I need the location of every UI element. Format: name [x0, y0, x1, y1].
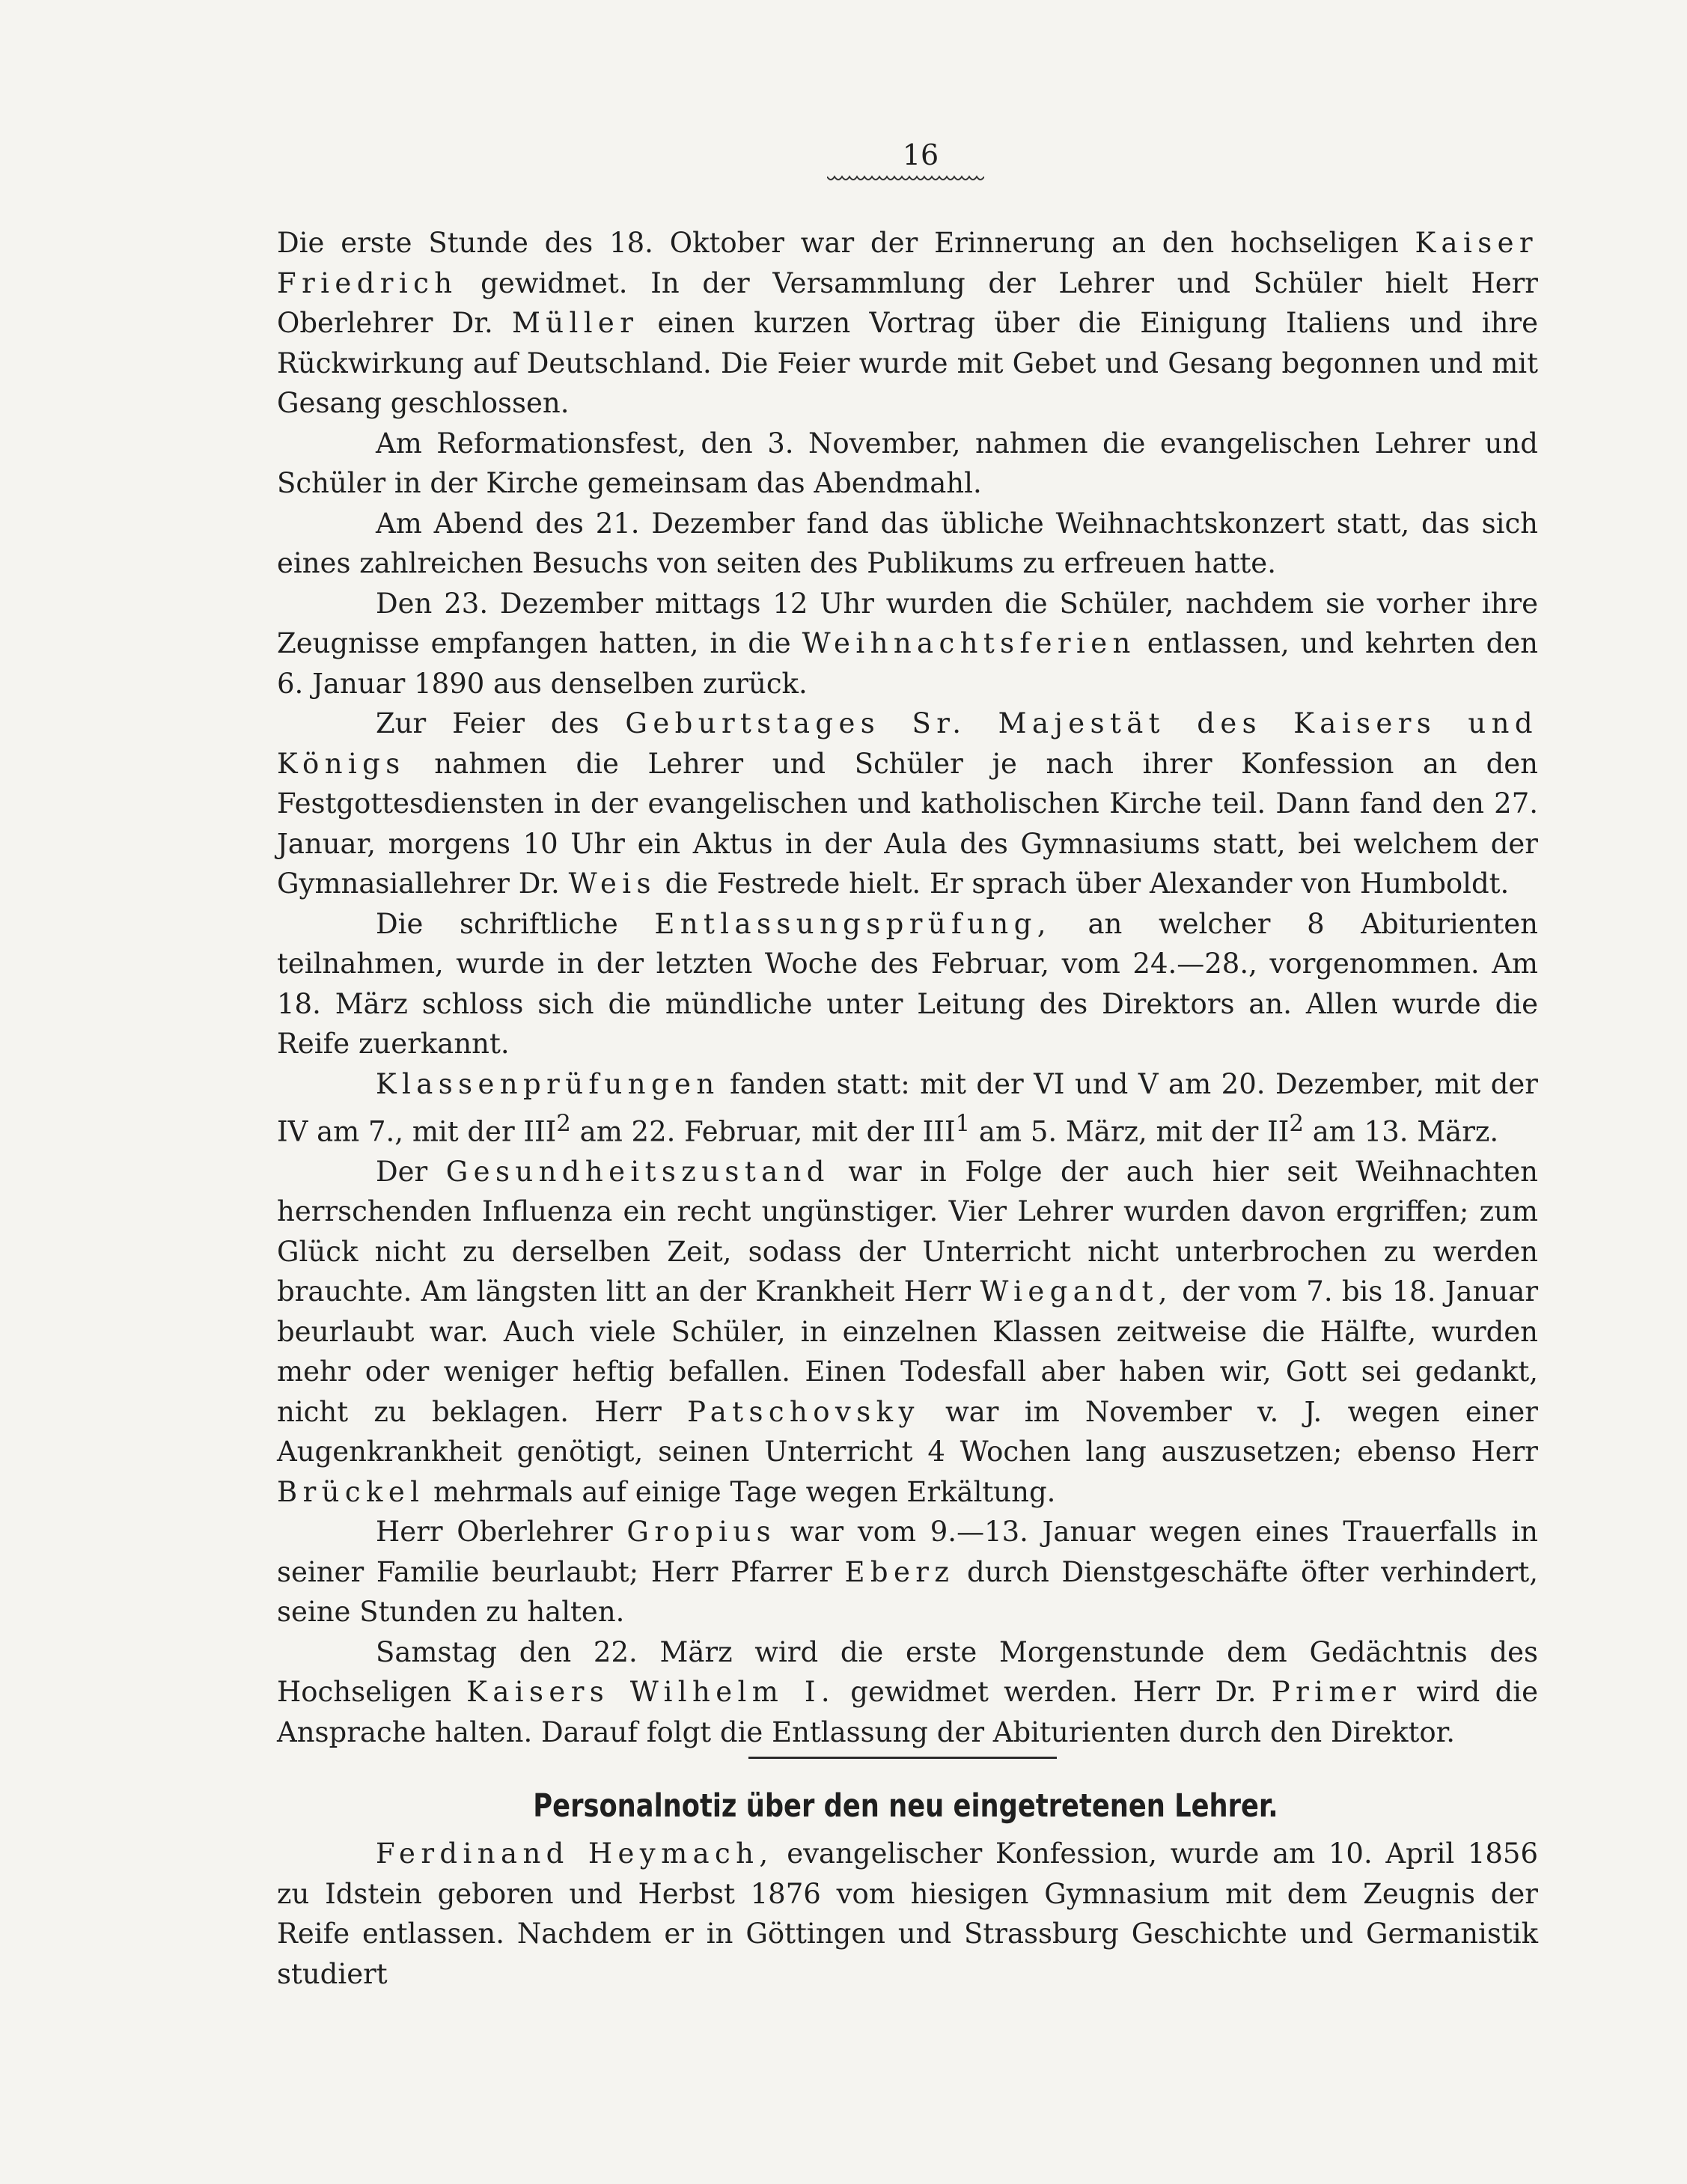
- page-number-ornament: [827, 174, 984, 184]
- paragraph-entlassungspruefung: Die schriftliche Entlassungsprüfung, an welcher 8 Abiturienten teilnahmen, wurde in der letzten Woche des Februar, vom 24.—28., vorgenommen. Am 18. März schloss sich die mündliche unter Leitung des Direktors an. Allen wurde die Reife zuerkannt.: [277, 907, 1539, 1060]
- paragraph-geburtstag-kaiser: Zur Feier des Geburtstages Sr. Majestät des Kaisers und Königs nahmen die Lehrer und Schüler je nach ihrer Konfession an den Festgottesdiensten in der evangelischen und katholischen Kirche teil. Dann fand den 27. Januar, morgens 10 Uhr ein Aktus in der Aula des Gymnasiums statt, bei welchem der Gymnasiallehrer Dr. Weis die Festrede hielt. Er sprach über Alexander von Humboldt.: [277, 707, 1538, 900]
- section-heading: Personalnotiz über den neu eingetretenen Lehrer.: [533, 1787, 1278, 1825]
- paragraph-klassenpruefungen: Klassenprüfungen fanden statt: mit der VI und V am 20. Dezember, mit der IV am 7., mit der III$^2$ am 22. Februar, mit der III$^1$ am 5. März, mit der $II^2$ am 13. März.: [277, 1067, 1538, 1148]
- paragraph-gropius: Herr Oberlehrer Gropius war vom 9.—13. Januar wegen eines Trauerfalls in seiner Familie beurlaubt; Herr Pfarrer Eberz durch Dienstgeschäfte öfter verhindert, seine Stunden zu halten.: [277, 1516, 1538, 1629]
- page-number: 16: [902, 138, 939, 171]
- paragraph-kaiser-wilhelm: Samstag den 22. März wird die erste Morgenstunde dem Gedächtnis des Hochseligen Kaisers Wilhelm I. gewidmet werden. Herr Dr. Primer wird die Ansprache halten. Darauf folgt die Entlassung der Abiturienten durch den Direktor.: [277, 1635, 1538, 1748]
- paragraph-kaiser-friedrich: Die erste Stunde des 18. Oktober war der Erinnerung an den hochseligen Kaiser Friedrich gewidmet. In der Versammlung der Lehrer und Schüler hielt Herr Oberlehrer Dr. Müller einen kurzen Vortrag über die Einigung Italiens und ihre Rückwirkung auf Deutschland. Die Feier wurde mit Gebet und Gesang begonnen und mit Gesang geschlossen.: [277, 227, 1538, 419]
- personalnotiz-text: [277, 1834, 1538, 1994]
- section-divider: [748, 1757, 1057, 1759]
- paragraph-weihnachtsferien: Den 23. Dezember mittags 12 Uhr wurden die Schüler, nachdem sie vorher ihre Zeugnisse empfangen hatten, in die Weihnachtsferien entlassen, und kehrten den 6. Januar 1890 aus denselben zurück.: [277, 587, 1538, 700]
- main-text: [277, 223, 1538, 1752]
- paragraph-heymach: Ferdinand Heymach, evangelischer Konfession, wurde am 10. April 1856 zu Idstein geboren und Herbst 1876 vom hiesigen Gymnasium mit dem Zeugnis der Reife entlassen. Nachdem er in Göttingen und Strassburg Geschichte und Germanistik studiert: [277, 1837, 1538, 1990]
- paragraph-weihnachtskonzert: Am Abend des 21. Dezember fand das übliche Weihnachtskonzert statt, das sich eines zahlreichen Besuchs von seiten des Publikums zu erfreuen hatte.: [277, 507, 1538, 579]
- paragraph-reformationsfest: Am Reformationsfest, den 3. November, nahmen die evangelischen Lehrer und Schüler in der Kirche gemeinsam das Abendmahl.: [277, 427, 1538, 499]
- paragraph-gesundheitszustand: Der Gesundheitszustand war in Folge der auch hier seit Weihnachten herrschenden Influenza ein recht ungünstiger. Vier Lehrer wurden davon ergriffen; zum Glück nicht zu derselben Zeit, sodass der Unterricht nicht unterbrochen zu werden brauchte. Am längsten litt an der Krankheit Herr Wiegandt, der vom 7. bis 18. Januar beurlaubt war. Auch viele Schüler, in einzelnen Klassen zeitweise die Hälfte, wurden mehr oder weniger heftig befallen. Einen Todesfall aber haben wir, Gott sei gedankt, nicht zu beklagen. Herr Patschovsky war im November v. J. wegen einer Augenkrankheit genötigt, seinen Unterricht 4 Wochen lang auszusetzen; ebenso Herr Brückel mehrmals auf einige Tage wegen Erkältung.: [277, 1155, 1539, 1508]
